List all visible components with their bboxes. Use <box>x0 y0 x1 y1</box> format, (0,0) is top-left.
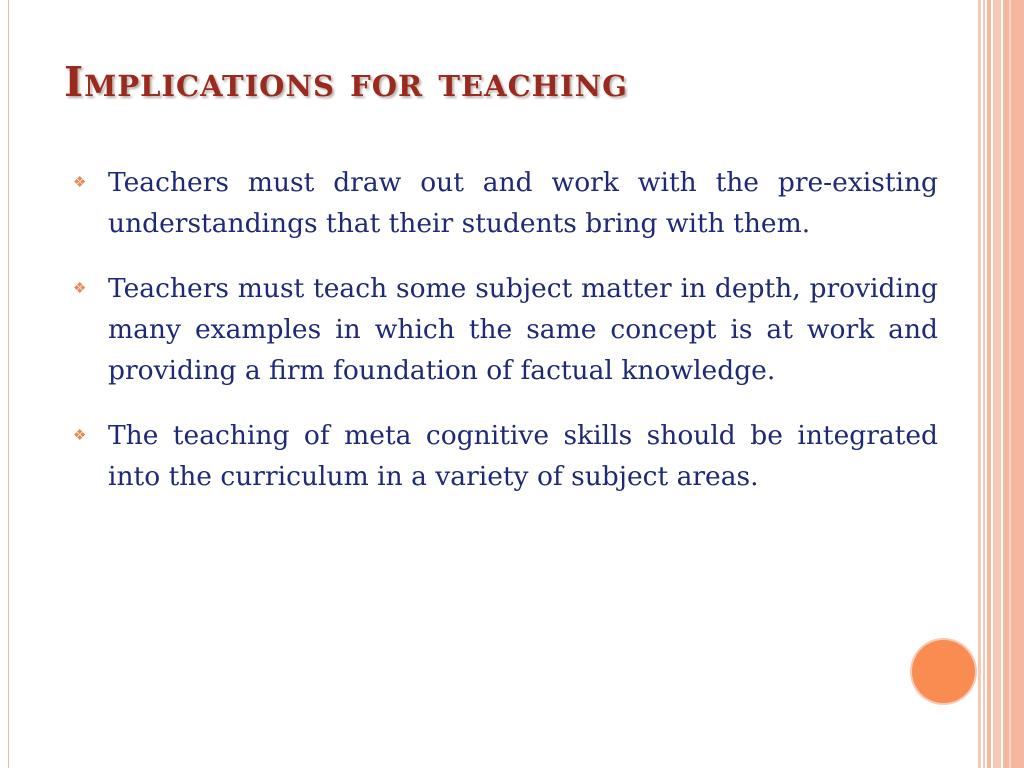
decorative-circle <box>912 640 975 703</box>
bullet-item <box>70 268 938 391</box>
bullet-text: Teachers must draw out and work with the pre-existing understandings that their students bring with them. <box>108 167 938 239</box>
diamond-bullet-icon: ❖ <box>73 426 87 444</box>
bullet-list <box>70 162 938 521</box>
decorative-stripe <box>1003 0 1024 768</box>
left-frame-line <box>8 0 9 768</box>
bullet-text: Teachers must teach some subject matter in depth, providing many examples in which the same concept is at work and providing a firm foundation of factual knowledge. <box>108 273 938 386</box>
diamond-bullet-icon: ❖ <box>73 279 87 297</box>
diamond-bullet-icon: ❖ <box>73 173 87 191</box>
decorative-stripe <box>993 0 1001 768</box>
decorative-stripe <box>987 0 991 768</box>
slide-title: Implications for teaching <box>64 58 628 106</box>
bullet-item <box>70 162 938 244</box>
decorative-stripe <box>978 0 981 768</box>
decorative-stripe <box>1009 0 1011 768</box>
bullet-item <box>70 415 938 497</box>
decorative-stripe <box>983 0 985 768</box>
bullet-text: The teaching of meta cognitive skills should be integrated into the curriculum in a variety of subject areas. <box>108 420 938 492</box>
